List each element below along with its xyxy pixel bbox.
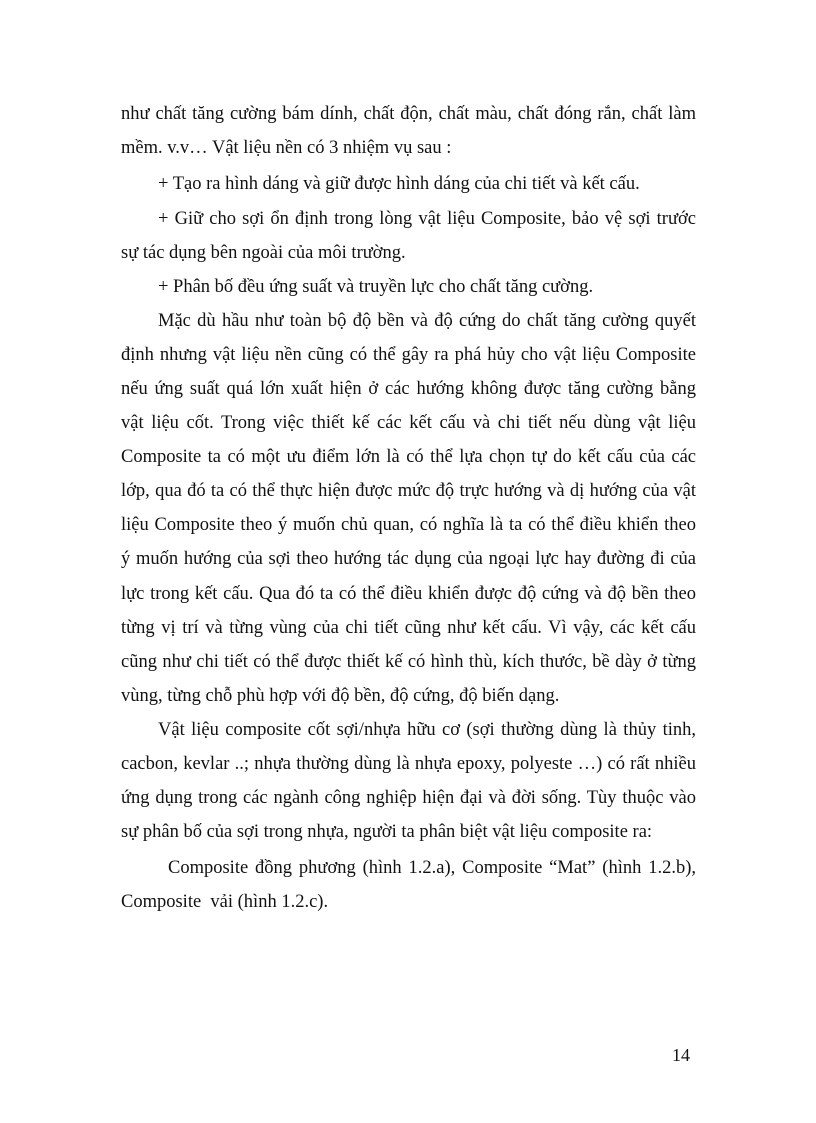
text-line: sự phân bố của sợi trong nhựa, người ta phân biệt vật liệu composite ra:	[121, 822, 653, 842]
text-line: Composite đồng phương (hình 1.2.a), Composite “Mat” (hình 1.2.b),	[168, 858, 696, 878]
text-line: Vật liệu composite cốt sợi/nhựa hữu cơ (sợi thường dùng là thủy tinh,	[158, 720, 696, 740]
text-line: Composite vải (hình 1.2.c).	[121, 892, 329, 912]
text-line: lớp, qua đó ta có thể thực hiện được mức độ trực hướng và dị hướng của vật	[121, 481, 696, 501]
text-line: sự tác dụng bên ngoài của môi trường.	[121, 243, 406, 263]
text-line: Composite ta có một ưu điểm lớn là có thể lựa chọn tự do kết cấu của các	[121, 447, 696, 467]
text-line: lực trong kết cấu. Qua đó ta có thể điều khiển được độ cứng và độ bền theo	[121, 584, 696, 604]
text-line: nếu ứng suất quá lớn xuất hiện ở các hướng không được tăng cường bằng	[121, 379, 696, 399]
text-line: từng vị trí và từng vùng của chi tiết cũng như kết cấu. Vì vậy, các kết cấu	[121, 618, 696, 638]
text-line: vùng, từng chỗ phù hợp với độ bền, độ cứng, độ biến dạng.	[121, 686, 560, 706]
text-line: ý muốn hướng của sợi theo hướng tác dụng của ngoại lực hay đường đi của	[121, 549, 696, 569]
text-line: mềm. v.v… Vật liệu nền có 3 nhiệm vụ sau :	[121, 138, 452, 158]
text-line: Mặc dù hầu như toàn bộ độ bền và độ cứng do chất tăng cường quyết	[158, 311, 696, 331]
text-line: + Giữ cho sợi ổn định trong lòng vật liệu Composite, bảo vệ sợi trước	[158, 209, 696, 229]
text-line: định nhưng vật liệu nền cũng có thể gây ra phá hủy cho vật liệu Composite	[121, 345, 696, 365]
text-line: như chất tăng cường bám dính, chất độn, chất màu, chất đóng rắn, chất làm	[121, 104, 696, 124]
text-line: ứng dụng trong các ngành công nghiệp hiện đại và đời sống. Tùy thuộc vào	[121, 788, 696, 808]
text-line: cacbon, kevlar ..; nhựa thường dùng là nhựa epoxy, polyeste …) có rất nhiều	[121, 754, 696, 774]
text-line: cũng như chi tiết có thể được thiết kế có hình thù, kích thước, bề dày ở từng	[121, 652, 696, 672]
text-line: + Phân bố đều ứng suất và truyền lực cho chất tăng cường.	[158, 277, 594, 297]
page-number: 14	[672, 1045, 690, 1065]
text-line: vật liệu cốt. Trong việc thiết kế các kết cấu và chi tiết nếu dùng vật liệu	[121, 413, 696, 433]
text-line: + Tạo ra hình dáng và giữ được hình dáng của chi tiết và kết cấu.	[158, 174, 640, 194]
text-line: liệu Composite theo ý muốn chủ quan, có nghĩa là ta có thể điều khiển theo	[121, 515, 696, 535]
